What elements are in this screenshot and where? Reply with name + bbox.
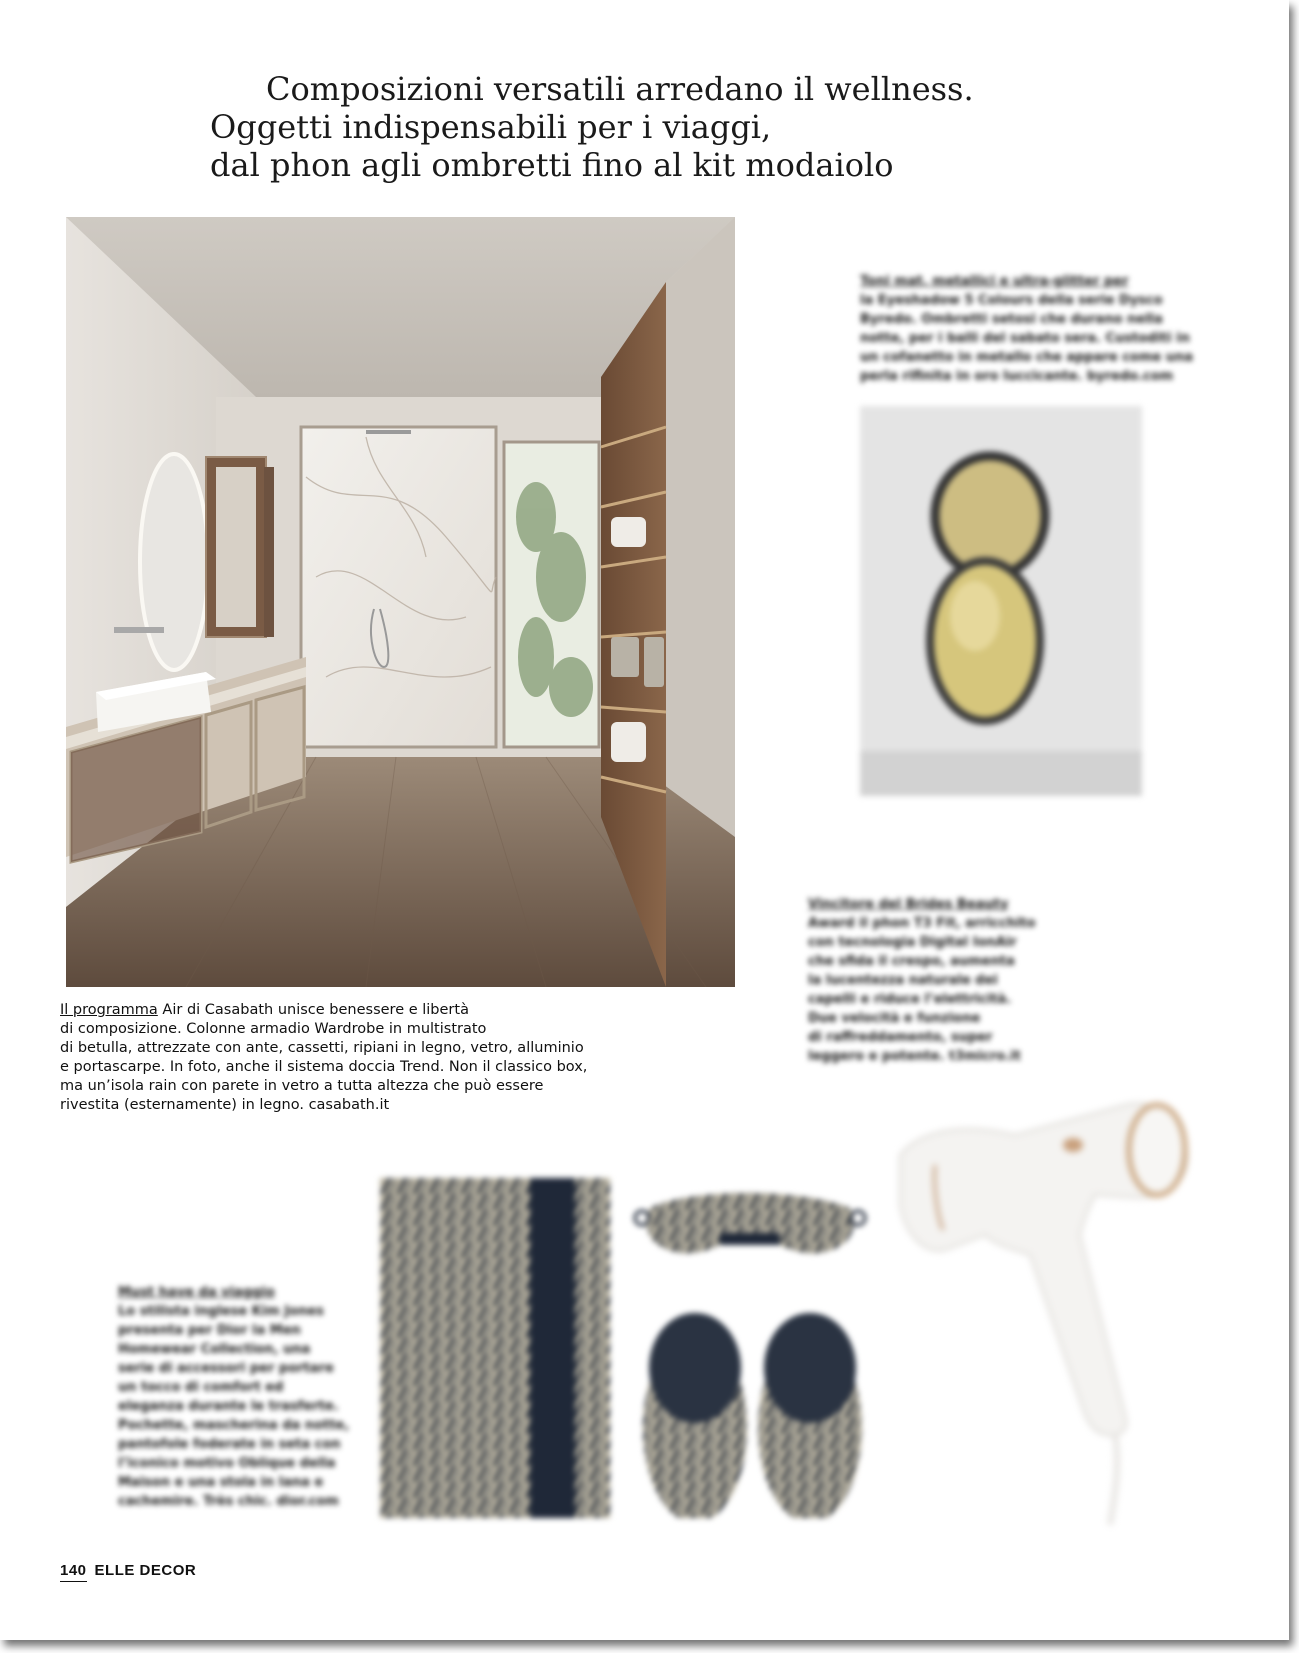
dior-caption-line: eleganza durante le trasferte. (118, 1399, 339, 1414)
phon-caption-line: la lucentezza naturale dei (808, 973, 998, 988)
dior-caption-line: Lo stilista inglese Kim Jones (118, 1304, 324, 1319)
hair-dryer-image (895, 1085, 1240, 1525)
headline-line-2: Oggetti indispensabili per i viaggi, (210, 108, 772, 146)
dior-caption-line: l’iconico motivo Oblique della (118, 1456, 336, 1471)
eyeshadow-caption-line: la Eyeshadow 5 Colours della serie Dysco (860, 293, 1163, 308)
dior-caption-line: un tocco di comfort ed (118, 1380, 284, 1395)
dior-caption-line: Pochette, mascherina da notte, (118, 1418, 350, 1433)
bathroom-photo (66, 217, 735, 987)
phon-caption-line: con tecnologia Digital IonAir (808, 935, 1017, 950)
phon-caption-line: Award il phon T3 Fit, arricchito (808, 916, 1036, 931)
magazine-name: ELLE DECOR (94, 1562, 197, 1579)
page-number: 140 (60, 1562, 87, 1582)
phon-caption-lead: Vincitore del Brides Beauty (808, 897, 1009, 912)
eyeshadow-caption-lead: Toni mat, metallici e ultra-glitter per (860, 274, 1129, 289)
bathroom-caption-line: rivestita (esternamente) in legno. casabath.it (60, 1097, 390, 1113)
headline-line-3: dal phon agli ombretti fino al kit modaiolo (210, 146, 894, 184)
eyeshadow-caption-line: perla rifinita in oro luccicante. byredo.com (860, 369, 1174, 384)
dior-caption-line: Maison e una stola in lana e (118, 1475, 324, 1490)
dior-caption-line: Homewear Collection, una (118, 1342, 311, 1357)
headline (210, 70, 1010, 184)
phon-caption (808, 895, 1068, 1066)
dior-caption-line: pantofole foderate in seta con (118, 1437, 341, 1452)
bathroom-caption-line: ma un’isola rain con parete in vetro a tutta altezza che può essere (60, 1078, 544, 1094)
eyeshadow-caption (860, 272, 1220, 386)
bathroom-caption (60, 1001, 680, 1115)
folio (60, 1562, 196, 1582)
bathroom-caption-line: e portascarpe. In foto, anche il sistema doccia Trend. Non il classico box, (60, 1059, 588, 1075)
phon-caption-line: capelli e riduce l’elettricità. (808, 992, 1012, 1007)
eyeshadow-caption-line: un cofanetto in metallo che appare come una (860, 350, 1194, 365)
bathroom-caption-line: di betulla, attrezzate con ante, cassetti, ripiani in legno, vetro, alluminio (60, 1040, 584, 1056)
eyeshadow-product-image (860, 406, 1142, 796)
dior-homewear-image (380, 1178, 890, 1518)
dior-caption-line: cachemire. Très chic. dior.com (118, 1494, 339, 1509)
phon-caption-line: leggero e potente. t3micro.it (808, 1049, 1021, 1064)
phon-caption-line: che sfida il crespo, aumenta (808, 954, 1015, 969)
phon-caption-line: Due velocità e funzione (808, 1011, 981, 1026)
bathroom-caption-line: di composizione. Colonne armadio Wardrobe in multistrato (60, 1021, 487, 1037)
eyeshadow-caption-line: Byredo. Ombretti setosi che durano nella (860, 312, 1163, 327)
dior-caption-line: serie di accessori per portare (118, 1361, 334, 1376)
dior-caption (118, 1283, 358, 1511)
phon-caption-line: di raffreddamento, super (808, 1030, 993, 1045)
dior-caption-line: presenta per Dior la Men (118, 1323, 301, 1338)
dior-caption-lead: Must have da viaggio (118, 1285, 275, 1300)
eyeshadow-caption-line: notte, per i balli del sabato sera. Custoditi in (860, 331, 1190, 346)
headline-line-1: Composizioni versatili arredano il wellness. (266, 70, 974, 108)
bathroom-caption-lead: Il programma (60, 1002, 158, 1018)
bathroom-caption-line: Air di Casabath unisce benessere e libertà (157, 1002, 469, 1018)
